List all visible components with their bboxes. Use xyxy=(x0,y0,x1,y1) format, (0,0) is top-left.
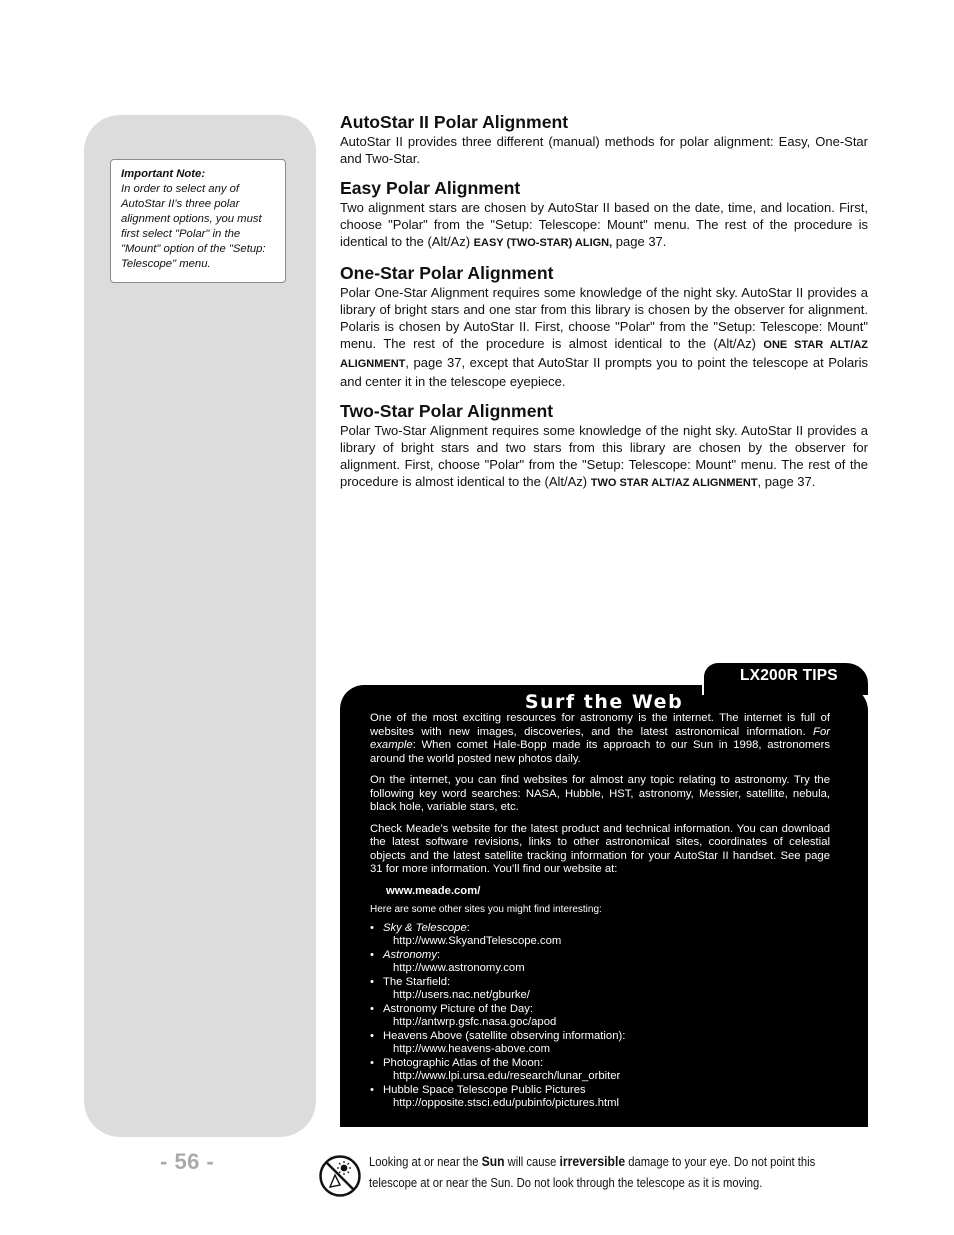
section-heading: Two-Star Polar Alignment xyxy=(340,401,554,421)
bullet-icon: • xyxy=(370,1029,374,1042)
site-url[interactable]: http://users.nac.net/gburke/ xyxy=(393,989,530,1001)
list-item xyxy=(370,1084,830,1111)
warning-irreversible-word: irreversible xyxy=(559,1154,626,1169)
site-name: The Starfield: xyxy=(383,975,451,988)
bullet-icon: • xyxy=(370,921,374,934)
list-item xyxy=(370,1003,830,1030)
site-name: Hubble Space Telescope Public Pictures xyxy=(383,1083,586,1096)
cross-reference: TWO STAR ALT/AZ ALIGNMENT xyxy=(590,477,758,489)
section-autostar-polar xyxy=(340,111,868,167)
section-heading: Easy Polar Alignment xyxy=(340,178,521,198)
section-one-star-polar xyxy=(340,262,868,390)
bullet-icon: • xyxy=(370,1083,374,1096)
list-item xyxy=(370,1030,830,1057)
tips-emphasis: For example xyxy=(370,725,830,751)
tips-paragraph: Check Meade’s website for the latest product and technical information. You can download the latest software revisions, links to other astronomical sites, coordinates of celestial objects and the latest satellite tracking information for your AutoStar II handset. See page 31 for more information. You’ll find our website at: xyxy=(370,822,830,875)
site-list xyxy=(370,922,830,1111)
site-name: Astronomy xyxy=(383,948,437,961)
tips-paragraph: On the internet, you can find websites for almost any topic relating to astronomy. Try the following key word searches: NASA, Hubble, HST, astronomy, Messier, satellite, nebula, black hole, variable stars, etc. xyxy=(370,774,830,813)
site-name: Astronomy Picture of the Day: xyxy=(383,1002,534,1015)
section-body xyxy=(340,422,868,492)
main-content xyxy=(340,111,868,502)
section-heading: AutoStar II Polar Alignment xyxy=(340,112,569,132)
body-text: , page 37. xyxy=(757,474,816,489)
body-text: Two alignment stars are chosen by AutoStar II based on the date, time, and location. First, choose "Polar" from the "Setup: Telescope: Mount" menu. The rest of the procedure is identical to the (Alt/Az) xyxy=(340,200,868,249)
bullet-icon: • xyxy=(370,948,374,961)
body-text: Polar One-Star Alignment requires some knowledge of the night sky. AutoStar II provides a library of bright stars and one star from this library is chosen by the observer for alignment. Polaris is chosen by AutoStar II. First, choose "Polar" from the "Setup: Telescope: Mount" menu. The rest of the procedure is almost identical to the (Alt/Az) xyxy=(340,285,868,351)
tips-tab-label: LX200R TIPS xyxy=(740,667,838,684)
warning-text: will cause xyxy=(504,1155,560,1169)
no-sun-viewing-icon xyxy=(318,1154,362,1198)
cross-reference: ONE STAR ALT/AZ ALIGNMENT xyxy=(340,339,868,370)
body-text: page 37. xyxy=(612,234,667,249)
tips-body xyxy=(370,712,830,1111)
warning-text: damage to your eye. Do not point this telescope at or near the Sun. Do not look through the telescope as it is moving. xyxy=(369,1155,816,1190)
site-name: Heavens Above (satellite observing information): xyxy=(383,1029,626,1042)
sun-warning-text xyxy=(369,1151,819,1194)
tips-title: Surf the Web xyxy=(524,691,684,713)
section-two-star-polar xyxy=(340,400,868,492)
list-item xyxy=(370,1057,830,1084)
important-note-title: Important Note: xyxy=(121,168,206,180)
tips-text: One of the most exciting resources for astronomy is the internet. The internet is full of websites with new images, discoveries, and the latest astronomical information. xyxy=(370,712,830,738)
list-item: • Sky & Telescope: http://www.SkyandTelescope.com xyxy=(370,922,830,949)
cross-reference: EASY (TWO-STAR) ALIGN, xyxy=(473,237,613,249)
other-sites-intro: Here are some other sites you might find interesting: xyxy=(370,904,602,915)
meade-website-link[interactable]: www.meade.com/ xyxy=(386,884,481,897)
bullet-icon: • xyxy=(370,975,374,988)
warning-text: Looking at or near the xyxy=(369,1155,482,1169)
list-item xyxy=(370,976,830,1003)
bullet-icon: • xyxy=(370,1056,374,1069)
section-heading: One-Star Polar Alignment xyxy=(340,263,554,283)
site-url[interactable]: http://opposite.stsci.edu/pubinfo/pictures.html xyxy=(393,1097,620,1109)
section-body: AutoStar II provides three different (manual) methods for polar alignment: Easy, One-Star and Two-Star. xyxy=(340,134,868,166)
section-easy-polar xyxy=(340,177,868,252)
site-name: Sky & Telescope xyxy=(383,921,467,934)
section-body xyxy=(340,199,868,252)
tips-text: : When comet Hale-Bopp made its approach to our Sun in 1998, astronomers around the world posted new photos daily. xyxy=(370,739,830,765)
site-url[interactable]: http://www.lpi.ursa.edu/research/lunar_orbiter xyxy=(393,1070,621,1082)
important-note-box xyxy=(110,159,286,283)
warning-sun-word: Sun xyxy=(481,1154,505,1169)
bullet-icon: • xyxy=(370,1002,374,1015)
list-item: • Astronomy: http://www.astronomy.com xyxy=(370,949,830,976)
site-url[interactable]: http://www.astronomy.com xyxy=(393,962,525,974)
section-body xyxy=(340,284,868,390)
site-url[interactable]: http://www.SkyandTelescope.com xyxy=(393,935,562,947)
site-name: Photographic Atlas of the Moon: xyxy=(383,1056,544,1069)
tips-paragraph xyxy=(370,712,830,766)
site-url[interactable]: http://antwrp.gsfc.nasa.goc/apod xyxy=(393,1016,557,1028)
site-url[interactable]: http://www.heavens-above.com xyxy=(393,1043,550,1055)
page-number: - 56 - xyxy=(160,1149,215,1174)
body-text: , page 37, except that AutoStar II prompts you to point the telescope at Polaris and center it in the telescope eyepiece. xyxy=(340,355,868,389)
body-text: Polar Two-Star Alignment requires some knowledge of the night sky. AutoStar II provides a library of bright stars and two stars from this library are chosen by the observer for alignment. First, choose "Polar" from the "Setup: Telescope: Mount" menu. The rest of the procedure is almost identical to the (Alt/Az) xyxy=(340,423,868,489)
important-note-body: In order to select any of AutoStar II's three polar alignment options, you must first select "Polar" in the "Mount" option of the "Setup: Telescope" menu. xyxy=(121,183,266,270)
